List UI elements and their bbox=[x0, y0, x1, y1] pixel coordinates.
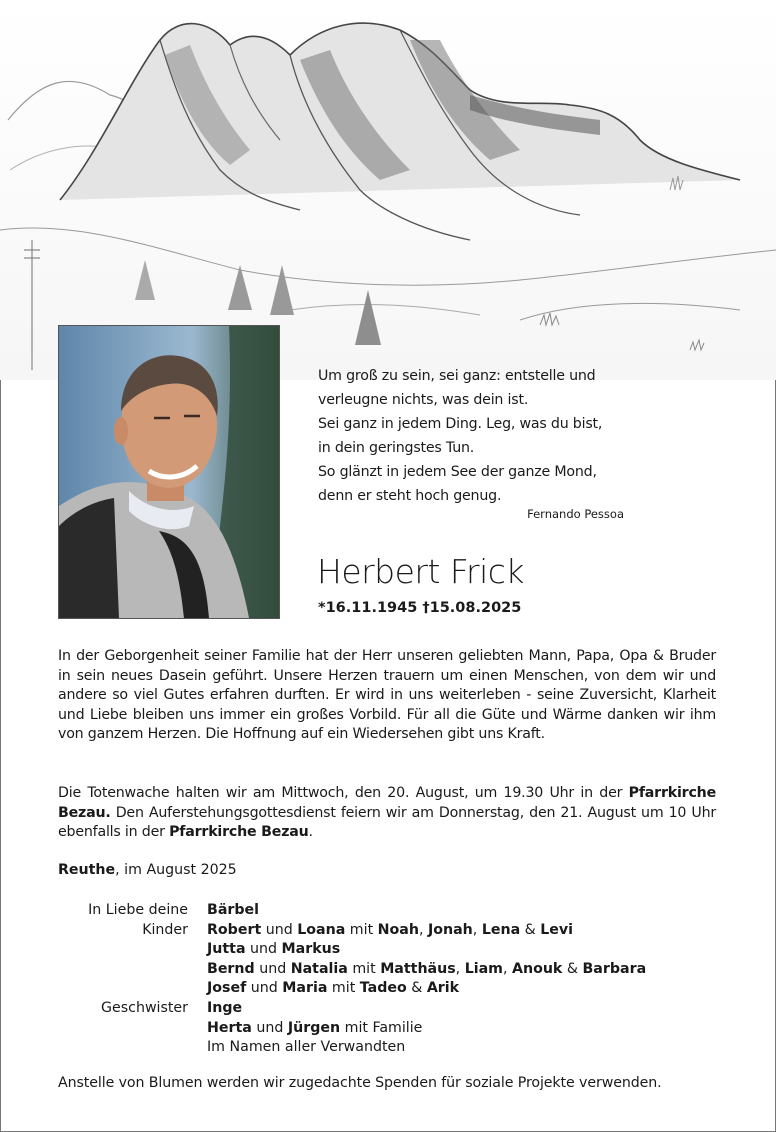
poem-quote bbox=[318, 364, 648, 508]
deceased-name: Herbert Frick bbox=[317, 552, 525, 591]
family-row: Bernd und Natalia mit Matthäus, Liam, Anouk & Barbara bbox=[207, 960, 647, 977]
text-segment: . bbox=[308, 824, 313, 841]
family-member: Markus bbox=[281, 941, 341, 958]
text-segment: Die Totenwache halten wir am Mittwoch, den 20. August, um 19.30 Uhr in der bbox=[58, 785, 629, 801]
family-row bbox=[58, 999, 718, 1019]
family-member: Barbara bbox=[582, 960, 647, 977]
family-member: Lena bbox=[481, 921, 521, 938]
family-member: Jürgen bbox=[287, 1019, 341, 1036]
family-row: Herta und Jürgen mit Familie bbox=[207, 1019, 423, 1036]
family-row: Josef und Maria mit Tadeo & Arik bbox=[207, 980, 460, 997]
mountain-sketch bbox=[0, 0, 776, 380]
church-name: Pfarrkirche Bezau bbox=[169, 824, 309, 841]
church-name: Pfarrkirche Bezau. bbox=[58, 785, 716, 821]
family-member: Maria bbox=[282, 980, 328, 997]
family-row: Jutta und Markus bbox=[207, 941, 341, 958]
quote-line: denn er steht hoch genug. bbox=[318, 488, 502, 504]
family-member: Herta bbox=[207, 1019, 252, 1036]
text-segment: Den Auferstehungsgottesdienst feiern wir am Donnerstag, den 21. August um 10 Uhr ebenfalls in der bbox=[58, 804, 716, 841]
family-row: Kinder Robert und Loana mit Noah, Jonah, Lena & Levi bbox=[58, 921, 718, 941]
family-row bbox=[58, 1038, 718, 1058]
quote-line: Um groß zu sein, sei ganz: entstelle und bbox=[318, 368, 596, 384]
obituary-text: In der Geborgenheit seiner Familie hat der Herr unseren geliebten Mann, Papa, Opa & Bruder in sein neues Dasein geführt. Unsere Herzen trauern um einen Menschen, von dem wir und andere so viel Gutes erfahren durften. Er wird in uns weiterleben - seine Zuversicht, Klarheit und Liebe bleiben uns immer ein großes Vorbild. Für all die Güte und Wärme danken wir ihm von ganzem Herzen. Die Hoffnung auf ein Wiedersehen gibt uns Kraft. bbox=[58, 648, 716, 743]
donation-note: Anstelle von Blumen werden wir zugedachte Spenden für soziale Projekte verwenden. bbox=[58, 1075, 662, 1091]
family-label: Kinder bbox=[142, 921, 188, 938]
family-row bbox=[58, 901, 718, 921]
family-member: Loana bbox=[297, 921, 346, 938]
family-member: Anouk bbox=[512, 960, 563, 977]
family-member: Jutta bbox=[207, 941, 246, 958]
quote-line: in dein geringstes Tun. bbox=[318, 440, 475, 456]
family-member: Bärbel bbox=[207, 902, 260, 918]
family-member: Robert bbox=[207, 921, 262, 938]
quote-line: verleugne nichts, was dein ist. bbox=[318, 392, 529, 408]
family-label: In Liebe deine bbox=[88, 902, 188, 918]
place-date bbox=[58, 862, 237, 878]
family-member: Bernd bbox=[207, 960, 255, 977]
town-name: Reuthe bbox=[58, 862, 116, 878]
family-member: Inge bbox=[207, 999, 243, 1016]
family-member: Levi bbox=[540, 921, 574, 938]
family-list bbox=[58, 901, 718, 1058]
family-member: Natalia bbox=[290, 960, 348, 977]
family-label: Geschwister bbox=[101, 999, 188, 1016]
family-member: Matthäus bbox=[380, 960, 456, 977]
month-year: , im August 2025 bbox=[115, 862, 237, 878]
family-member: Josef bbox=[207, 980, 247, 997]
funeral-details bbox=[58, 784, 716, 843]
family-member: Jonah bbox=[427, 921, 473, 938]
portrait-photo bbox=[58, 325, 280, 619]
quote-line: So glänzt in jedem See der ganze Mond, bbox=[318, 464, 597, 480]
family-member: Liam bbox=[464, 960, 503, 977]
quote-line: Sei ganz in jedem Ding. Leg, was du bist, bbox=[318, 416, 603, 432]
quote-author: Fernando Pessoa bbox=[527, 507, 624, 521]
family-member: Noah bbox=[377, 921, 419, 938]
family-member: Arik bbox=[426, 980, 460, 997]
family-member: Tadeo bbox=[359, 980, 407, 997]
relatives-note: Im Namen aller Verwandten bbox=[207, 1039, 406, 1056]
life-dates: *16.11.1945 †15.08.2025 bbox=[318, 600, 522, 616]
